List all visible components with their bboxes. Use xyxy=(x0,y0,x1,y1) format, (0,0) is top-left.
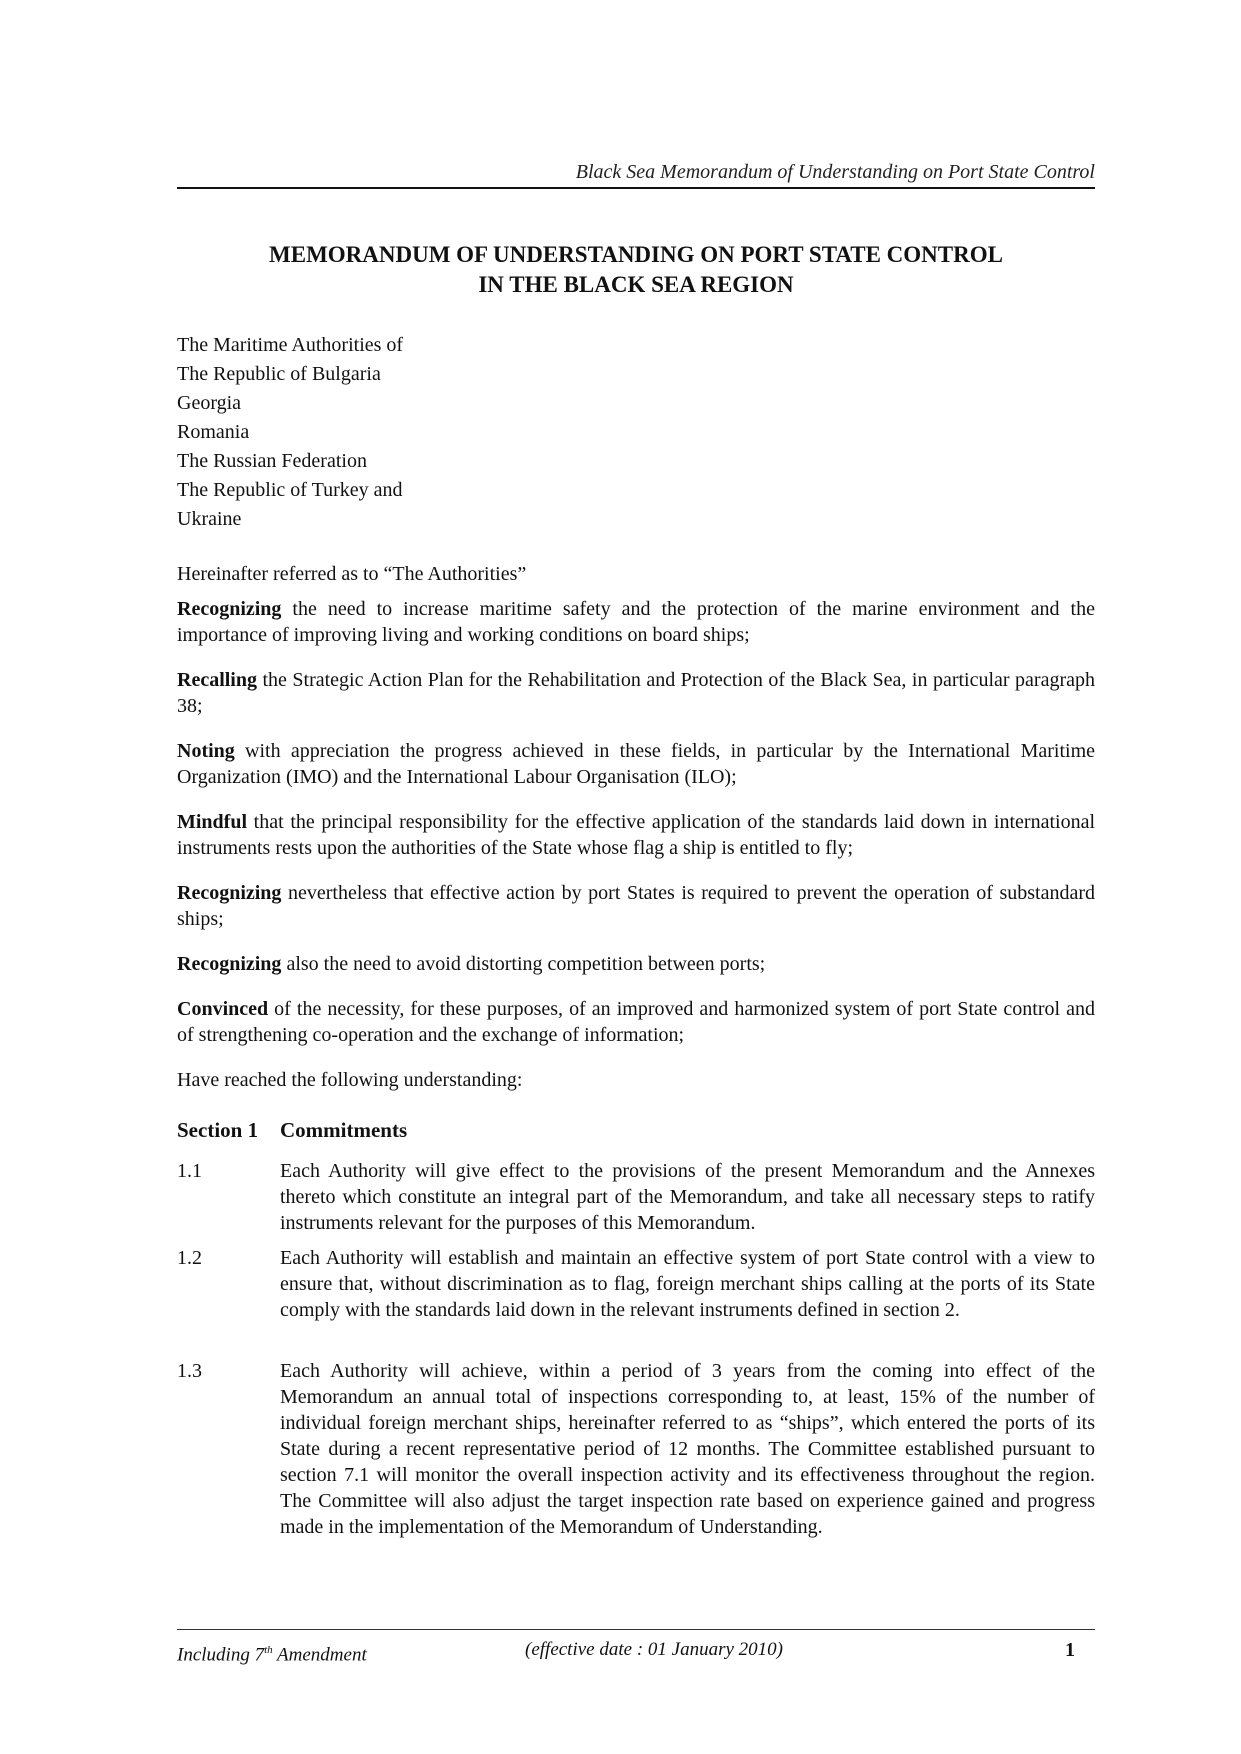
hereinafter-text: Hereinafter referred as to “The Authorities” xyxy=(177,563,527,585)
preamble-text: that the principal responsibility for the effective application of the standards laid down in international instruments rests upon the authorities of the State whose flag a ship is entitled to fly; xyxy=(177,811,1095,859)
clause-item xyxy=(177,1158,1095,1236)
clause-text: Each Authority will give effect to the provisions of the present Memorandum and the Annexes thereto which constitute an integral part of the Memorandum, and take all necessary steps to ratify instruments relevant for the purposes of this Memorandum. xyxy=(280,1160,1095,1234)
preamble-paragraph xyxy=(177,667,1095,719)
clause-item xyxy=(177,1358,1095,1540)
preamble-paragraph xyxy=(177,996,1095,1048)
title-line-1: MEMORANDUM OF UNDERSTANDING ON PORT STATE CONTROL xyxy=(269,242,1003,267)
preamble-text: of the necessity, for these purposes, of an improved and harmonized system of port State control and of strengthening co-operation and the exchange of information; xyxy=(177,998,1095,1046)
authority-line: Georgia xyxy=(177,392,242,414)
preamble-paragraph xyxy=(177,951,1095,977)
footer-rule xyxy=(177,1629,1095,1630)
title-line-2: IN THE BLACK SEA REGION xyxy=(478,272,794,297)
effective-date: (effective date : 01 January 2010) xyxy=(525,1639,783,1660)
preamble-text: also the need to avoid distorting competition between ports; xyxy=(281,953,766,975)
page-number: 1 xyxy=(1065,1639,1075,1661)
preamble-paragraph xyxy=(177,738,1095,790)
preamble-lead: Mindful xyxy=(177,811,248,833)
preamble-text: the Strategic Action Plan for the Rehabilitation and Protection of the Black Sea, in particular paragraph 38; xyxy=(177,669,1095,717)
authority-line: Romania xyxy=(177,421,250,443)
preamble-lead: Convinced xyxy=(177,998,269,1020)
preamble-lead: Recognizing xyxy=(177,953,282,975)
preamble-lead: Noting xyxy=(177,740,235,762)
document-title xyxy=(177,240,1095,300)
header-rule xyxy=(177,187,1095,189)
clause-number: 1.1 xyxy=(177,1160,202,1182)
preamble-paragraph xyxy=(177,809,1095,861)
document-page xyxy=(177,0,1095,1754)
preamble-text: nevertheless that effective action by port States is required to prevent the operation of substandard ships; xyxy=(177,882,1095,930)
preamble-paragraph xyxy=(177,880,1095,932)
clause-text: Each Authority will establish and maintain an effective system of port State control with a view to ensure that, without discrimination as to flag, foreign merchant ships calling at the ports of its State comply with the standards laid down in the relevant instruments defined in section 2. xyxy=(280,1247,1095,1321)
section-heading xyxy=(177,1117,407,1143)
authority-line: The Republic of Turkey and xyxy=(177,479,403,501)
running-header: Black Sea Memorandum of Understanding on Port State Control xyxy=(575,161,1095,183)
amendment-note xyxy=(177,1638,367,1667)
preamble-lead: Recognizing xyxy=(177,598,282,620)
preamble-text: with appreciation the progress achieved in these fields, in particular by the International Maritime Organization (IMO) and the International Labour Organisation (ILO); xyxy=(177,740,1095,788)
clause-number: 1.3 xyxy=(177,1360,202,1382)
preamble-lead: Recognizing xyxy=(177,882,282,904)
clause-text: Each Authority will achieve, within a period of 3 years from the coming into effect of the Memorandum an annual total of inspections corresponding to, at least, 15% of the number of individual foreign merchant ships, hereinafter referred to as “ships”, which entered the ports of its State during a recent representative period of 12 months. The Committee established pursuant to section 7.1 will monitor the overall inspection activity and its effectiveness throughout the region. The Committee will also adjust the target inspection rate based on experience gained and progress made in the implementation of the Memorandum of Understanding. xyxy=(280,1360,1095,1538)
amendment-suffix: Amendment xyxy=(272,1644,367,1666)
authority-line: Ukraine xyxy=(177,508,242,530)
preamble-paragraph xyxy=(177,596,1095,648)
preamble-text: the need to increase maritime safety and the protection of the marine environment and the importance of improving living and working conditions on board ships; xyxy=(177,598,1095,646)
section-number: Section 1 xyxy=(177,1118,259,1142)
reached-text: Have reached the following understanding: xyxy=(177,1069,523,1091)
authorities-list xyxy=(177,331,403,534)
amendment-superscript: th xyxy=(264,1644,273,1656)
clause-number: 1.2 xyxy=(177,1247,202,1269)
amendment-prefix: Including 7 xyxy=(177,1644,265,1666)
clause-item xyxy=(177,1245,1095,1323)
section-title: Commitments xyxy=(280,1118,408,1142)
authority-line: The Russian Federation xyxy=(177,450,367,472)
authority-line: The Maritime Authorities of xyxy=(177,334,404,356)
preamble-lead: Recalling xyxy=(177,669,257,691)
authority-line: The Republic of Bulgaria xyxy=(177,363,381,385)
